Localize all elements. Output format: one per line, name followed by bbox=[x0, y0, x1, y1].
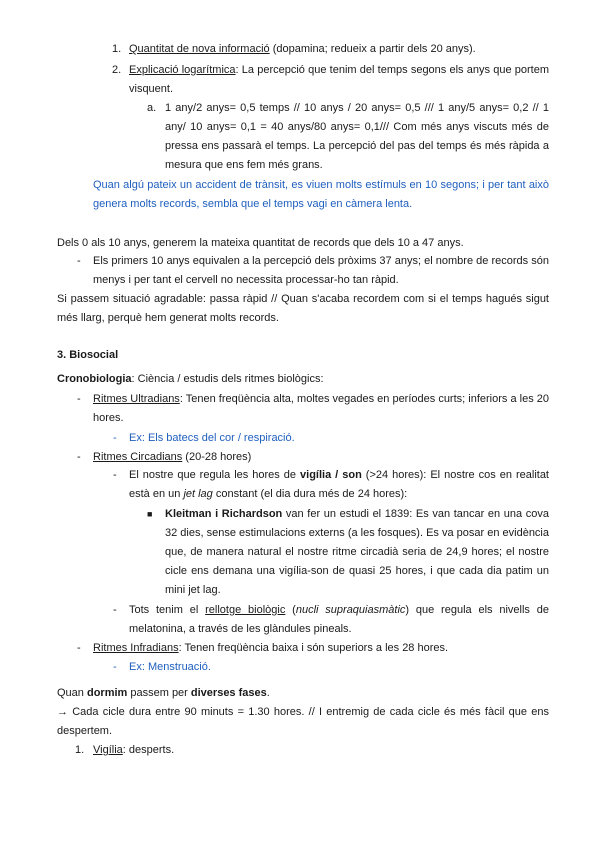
term-ultradians: Ritmes Ultradians bbox=[93, 393, 180, 405]
text-fragment: El nostre que regula les hores de bbox=[129, 469, 301, 481]
list-item-a: 1 any/2 anys= 0,5 temps // 10 anys / 20 anys= 0,5 /// 1 any/5 anys= 0,2 // 1 any/ 10 anys= 0,1 = 40 anys/80 anys= 0,1/// Com més anys viscuts més de pressa ens passarà el temps. La percepció del pas del temps és més ràpida a mesura que ens fem més grans. bbox=[165, 102, 549, 171]
term-quantitat: Quantitat de nova informació bbox=[129, 43, 270, 55]
term-circadians: Ritmes Circadians bbox=[93, 451, 183, 463]
term-rellotge: rellotge biològic bbox=[205, 604, 286, 616]
dash-bullet: - bbox=[77, 255, 81, 267]
list-letter: a. bbox=[147, 102, 157, 114]
text-fragment: (>24 hores): El nostre cos en realitat està en un bbox=[129, 469, 549, 500]
term-fases: diverses fases bbox=[190, 687, 267, 699]
text-fragment: Quan bbox=[57, 687, 87, 699]
rellotge-item bbox=[129, 601, 549, 639]
list-item-explicacio bbox=[129, 61, 549, 99]
term-nucli: nucli supraquiasmàtic bbox=[295, 604, 406, 616]
circadians-item bbox=[93, 448, 251, 467]
vigilia-item bbox=[93, 741, 174, 760]
circadians-text: (20-28 hores) bbox=[182, 451, 252, 463]
text-fragment: Tots tenim el bbox=[129, 604, 206, 616]
square-bullet: ■ bbox=[147, 509, 153, 519]
dash-bullet: - bbox=[77, 393, 81, 405]
ultradians-example: Ex: Els batecs del cor / respiració. bbox=[129, 432, 295, 444]
para-0-10: Dels 0 als 10 anys, generem la mateixa quantitat de records que dels 10 a 47 anys. bbox=[57, 237, 464, 249]
list-number: 1. bbox=[75, 744, 85, 756]
list-item-quantitat bbox=[129, 40, 476, 59]
text-fragment: . bbox=[266, 687, 270, 699]
term-vigilia: Vigília bbox=[93, 744, 123, 756]
text-fragment: constant (el dia dura més de 24 hores): bbox=[212, 488, 408, 500]
infradians-example: Ex: Menstruació. bbox=[129, 661, 211, 673]
list-number: 1. bbox=[112, 43, 122, 55]
dash-bullet: - bbox=[113, 661, 117, 673]
crono-text: : Ciència / estudis dels ritmes biològics: bbox=[131, 373, 324, 385]
dash-bullet: - bbox=[77, 451, 81, 463]
note-accident: Quan algú pateix un accident de trànsit, es viuen molts estímuls en 10 segons; i per tant això genera molts records, sembla que el temps vagi en càmera lenta. bbox=[93, 179, 549, 210]
list-number: 2. bbox=[112, 64, 122, 76]
list-item-text: : La percepció que tenim del temps segons els anys que portem visquent. bbox=[129, 64, 549, 95]
dash-bullet: - bbox=[113, 432, 117, 444]
term-infradians: Ritmes Infradians bbox=[93, 642, 179, 654]
vigilia-text: : desperts. bbox=[122, 744, 175, 756]
section-title: 3. Biosocial bbox=[57, 349, 119, 361]
dash-bullet: - bbox=[113, 604, 117, 616]
infradians-text: : Tenen freqüència baixa i són superiors a les 28 hores. bbox=[178, 642, 449, 654]
dash-bullet: - bbox=[113, 469, 117, 481]
term-cronobiologia: Cronobiologia bbox=[57, 373, 132, 385]
dormim-line bbox=[57, 684, 270, 703]
dash-bullet: - bbox=[77, 642, 81, 654]
ultradians-item bbox=[93, 390, 549, 428]
kleitman-item bbox=[165, 505, 549, 600]
term-kleitman: Kleitman i Richardson bbox=[165, 508, 283, 520]
para-situacio: Si passem situació agradable: passa ràpid // Quan s'acaba recordem com si el temps hagués sigut més llarg, perquè hem generat molts records. bbox=[57, 293, 549, 324]
text-fragment: passem per bbox=[127, 687, 191, 699]
kleitman-text: van fer un estudi el 1839: Es van tancar en una cova 32 dies, sense estimulacions externs (a les fosques). Es va posar en evidència que, de manera natural el nostre ritme circadià seria de 24,9 hores; el nostre cicle ens demana una vigília-son de quasi 25 hores, i que cada dia patim un mini jet lag. bbox=[165, 508, 549, 596]
term-vigilia-son: vigília / son bbox=[300, 469, 362, 481]
para-first-10-years: Els primers 10 anys equivalen a la percepció dels pròxims 37 anys; el nombre de records són menys i per tant el cervell no necessita processar-ho tan ràpid. bbox=[93, 255, 549, 286]
text-fragment: ) que regula els nivells de melatonina, a través de les glàndules pineals. bbox=[129, 604, 549, 635]
text-fragment: ( bbox=[285, 604, 296, 616]
cicle-para: → Cada cicle dura entre 90 minuts = 1.30 hores. // I entremig de cada cicle és més fàcil que ens despertem. bbox=[57, 706, 549, 737]
circadians-vigilia bbox=[129, 466, 549, 504]
term-dormim: dormim bbox=[86, 687, 128, 699]
term-explicacio: Explicació logarítmica bbox=[129, 64, 236, 76]
infradians-item bbox=[93, 639, 448, 658]
term-jet-lag: jet lag bbox=[183, 488, 213, 500]
crono-line bbox=[57, 370, 324, 389]
ultradians-text: : Tenen freqüència alta, moltes vegades en períodes curts; inferiors a les 20 hores. bbox=[93, 393, 549, 424]
list-item-text: (dopamina; redueix a partir dels 20 anys). bbox=[269, 43, 476, 55]
